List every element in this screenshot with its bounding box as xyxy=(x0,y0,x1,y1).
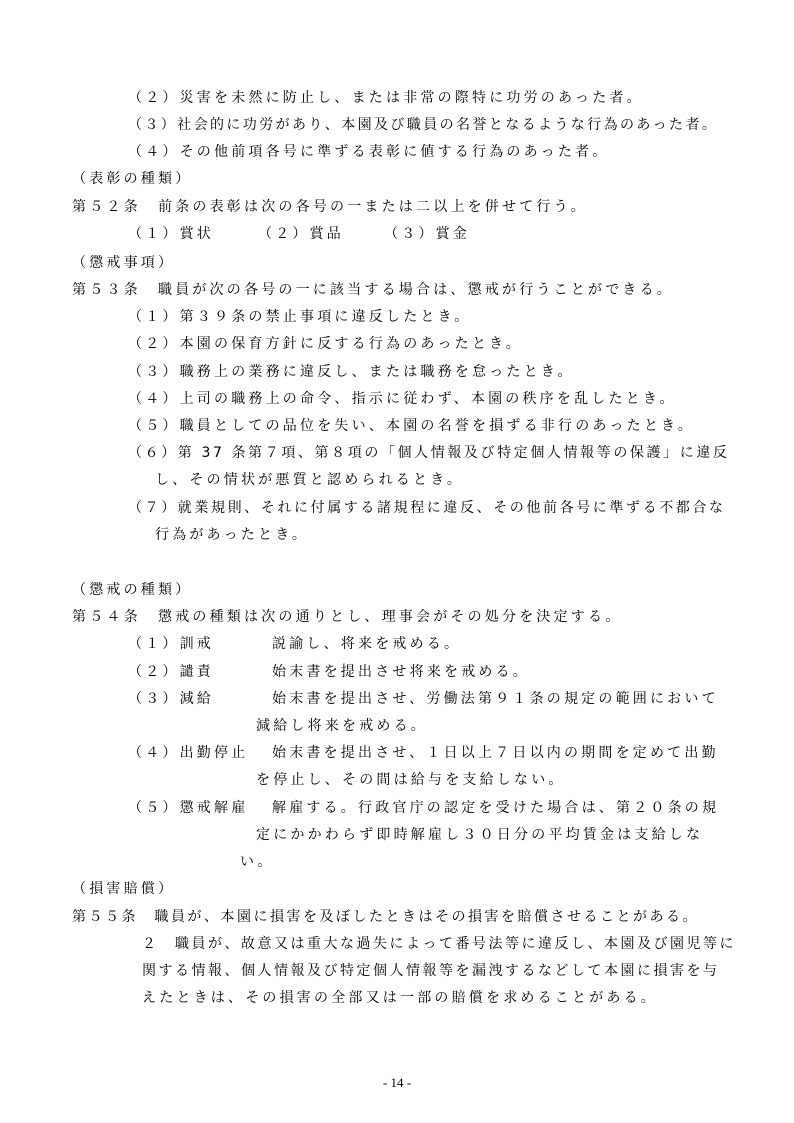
section-heading: （懲戒の種類） xyxy=(72,582,193,598)
penalty-label: （２）譴責 xyxy=(128,664,214,680)
penalty-label: （１）訓戒 xyxy=(128,636,214,652)
award-item: （１）賞状 xyxy=(128,226,214,242)
list-item-continued: し、その情状が悪質と認められるとき。 xyxy=(155,472,465,488)
list-item: （５）職員としての品位を失い、本園の名誉を損ずる非行のあったとき。 xyxy=(128,418,695,434)
article-text: 第５２条 前条の表彰は次の各号の一または二以上を併せて行う。 xyxy=(72,199,588,215)
article-text: 第５４条 懲戒の種類は次の通りとし、理事会がその処分を決定する。 xyxy=(72,609,623,625)
penalty-description: 始末書を提出させ、１日以上７日以内の期間を定めて出勤 xyxy=(272,745,719,761)
list-item-continued: 行為があったとき。 xyxy=(155,527,310,543)
award-item: （３）賞金 xyxy=(384,226,470,242)
section-heading: （懲戒事項） xyxy=(72,255,176,271)
paragraph-text: えたときは、その損害の全部又は一部の賠償を求めることがある。 xyxy=(142,990,658,1006)
list-item: （６）第 37 条第７項、第８項の「個人情報及び特定個人情報等の保護」に違反 xyxy=(128,445,730,461)
penalty-description: 解雇する。行政官庁の認定を受けた場合は、第２０条の規 xyxy=(272,800,720,816)
list-item: （４）上司の職務上の命令、指示に従わず、本園の秩序を乱したとき。 xyxy=(128,391,677,407)
list-item: （３）職務上の業務に違反し、または職務を怠ったとき。 xyxy=(128,364,575,380)
penalty-description: い。 xyxy=(240,854,275,870)
page-number: - 14 - xyxy=(382,1075,412,1090)
penalty-description: を停止し、その間は給与を支給しない。 xyxy=(256,772,566,788)
penalty-description: 減給し将来を戒める。 xyxy=(256,718,428,734)
list-item: （７）就業規則、それに付属する諸規程に違反、その他前各号に準ずる不都合な xyxy=(128,500,726,516)
penalty-description: 始末書を提出させ、労働法第９１条の規定の範囲において xyxy=(272,691,719,707)
list-item: （１）第３９条の禁止事項に違反したとき。 xyxy=(128,309,472,325)
article-text: 第５５条 職員が、本園に損害を及ぼしたときはその損害を賠償させることがある。 xyxy=(72,909,699,925)
section-heading: （損害賠償） xyxy=(72,881,176,897)
item-text: （４）その他前項各号に準ずる表彰に値する行為のあった者。 xyxy=(128,144,610,160)
penalty-description: 定にかかわらず即時解雇し３０日分の平均賃金は支給しな xyxy=(256,827,704,843)
item-text: （２）災害を未然に防止し、または非常の際特に功労のあった者。 xyxy=(128,90,644,106)
article-text: 第５３条 職員が次の各号の一に該当する場合は、懲戒が行うことができる。 xyxy=(72,282,674,298)
section-heading: （表彰の種類） xyxy=(72,171,193,187)
paragraph-text: 関する情報、個人情報及び特定個人情報等を漏洩するなどして本園に損害を与 xyxy=(142,963,720,979)
penalty-label: （４）出勤停止 xyxy=(128,745,249,761)
list-item: （２）本園の保育方針に反する行為のあったとき。 xyxy=(128,336,523,352)
penalty-label: （３）減給 xyxy=(128,691,214,707)
item-text: （３）社会的に功労があり、本園及び職員の名誉となるような行為のあった者。 xyxy=(128,117,719,133)
penalty-description: 始末書を提出させ将来を戒める。 xyxy=(272,664,530,680)
paragraph-text: ２ 職員が、故意又は重大な過失によって番号法等に違反し、本園及び園児等に xyxy=(142,936,736,952)
penalty-label: （５）懲戒解雇 xyxy=(128,800,249,816)
award-item: （２）賞品 xyxy=(258,226,344,242)
penalty-description: 説諭し、将来を戒める。 xyxy=(272,636,462,652)
